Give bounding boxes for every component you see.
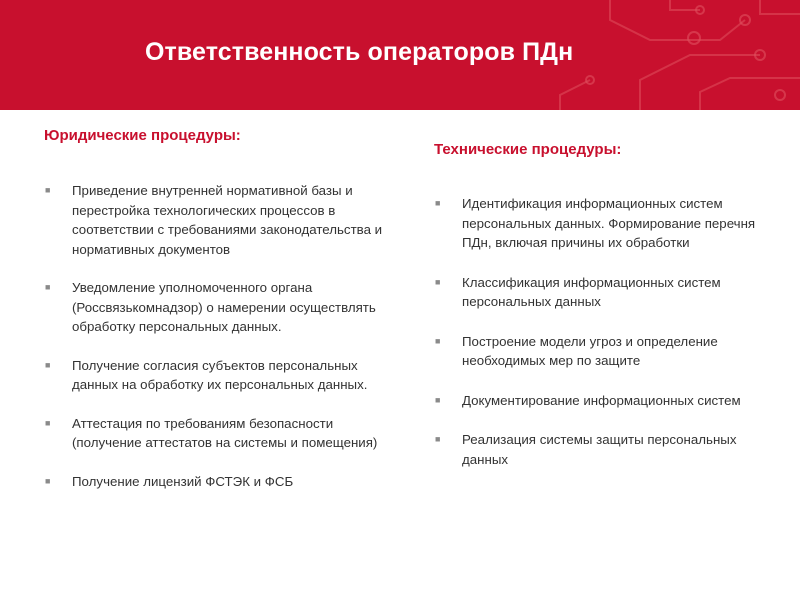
list-item bbox=[44, 356, 394, 395]
square-bullet-icon: ■ bbox=[435, 394, 441, 405]
square-bullet-icon: ■ bbox=[45, 475, 51, 486]
list-item-text: Аттестация по требованиям безопасности (получение аттестатов на системы и помещения) bbox=[72, 415, 378, 450]
square-bullet-icon: ■ bbox=[435, 276, 441, 287]
list-item-text: Приведение внутренней нормативной базы и перестройка технологических процессов в соответствии с требованиями законодательства и нормативных документов bbox=[72, 183, 383, 257]
list-item-text: Уведомление уполномоченного органа (Россвязькомнадзор) о намерении осуществлять обработку персональных данных. bbox=[72, 280, 376, 334]
list-item-text: Реализация системы защиты персональных данных bbox=[462, 432, 737, 467]
page-title: Ответственность операторов ПДн bbox=[145, 38, 574, 66]
technical-procedures-column bbox=[434, 141, 779, 489]
square-bullet-icon: ■ bbox=[45, 417, 51, 428]
list-item-text: Классификация информационных систем персональных данных bbox=[462, 274, 721, 309]
list-item bbox=[434, 332, 779, 371]
list-item bbox=[434, 430, 779, 469]
list-item bbox=[434, 194, 779, 253]
list-item-text: Получение лицензий ФСТЭК и ФСБ bbox=[72, 473, 294, 489]
list-item-text: Идентификация информационных систем персональных данных. Формирование перечня ПДн, включая причины их обработки bbox=[462, 196, 756, 250]
list-item bbox=[44, 414, 394, 453]
legal-procedures-list bbox=[44, 181, 394, 491]
square-bullet-icon: ■ bbox=[435, 335, 441, 346]
legal-procedures-heading: Юридические процедуры: bbox=[44, 127, 241, 144]
list-item bbox=[44, 181, 394, 259]
list-item bbox=[434, 391, 779, 411]
square-bullet-icon: ■ bbox=[45, 359, 51, 370]
list-item-text: Получение согласия субъектов персональных данных на обработку их персональных данных. bbox=[72, 357, 368, 392]
list-item bbox=[434, 273, 779, 312]
legal-procedures-column bbox=[44, 127, 394, 510]
header-banner bbox=[0, 0, 800, 110]
list-item-text: Документирование информационных систем bbox=[462, 392, 741, 408]
list-item bbox=[44, 278, 394, 337]
square-bullet-icon: ■ bbox=[45, 282, 51, 292]
square-bullet-icon: ■ bbox=[45, 185, 51, 195]
square-bullet-icon: ■ bbox=[435, 434, 441, 444]
square-bullet-icon: ■ bbox=[435, 198, 441, 208]
list-item bbox=[44, 472, 394, 492]
technical-procedures-list bbox=[434, 194, 779, 469]
list-item-text: Построение модели угроз и определение необходимых мер по защите bbox=[462, 333, 718, 368]
technical-procedures-heading: Технические процедуры: bbox=[434, 141, 622, 158]
